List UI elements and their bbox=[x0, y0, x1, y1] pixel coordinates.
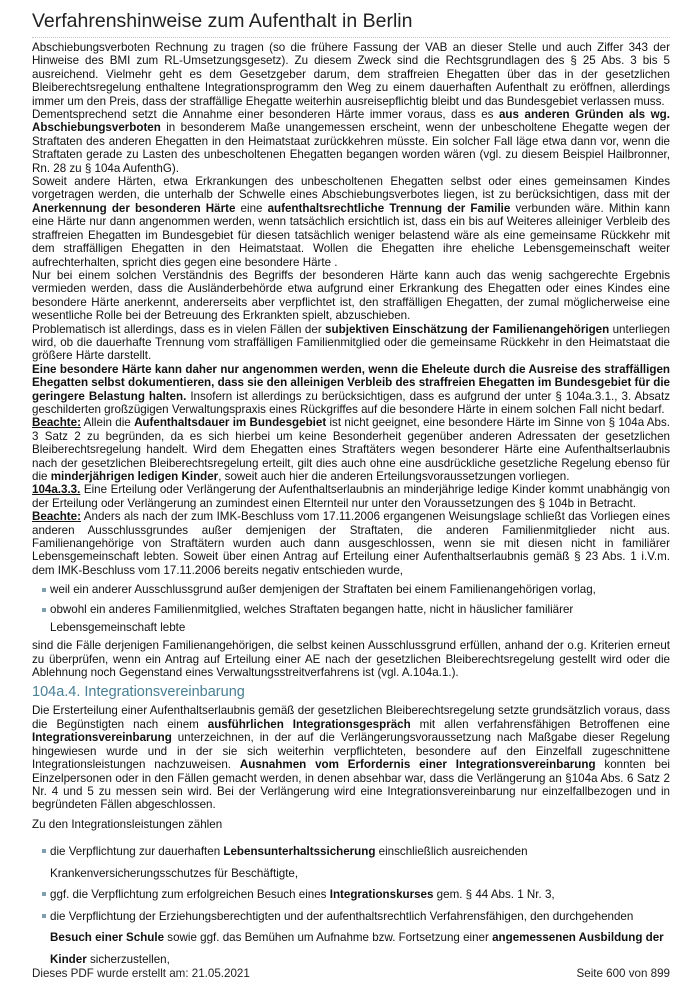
paragraph: Eine besondere Härte kann daher nur angenommen werden, wenn die Eheleute durch die Ausreise des straffälligen Ehegatten selbst dokumentieren, dass sie den alleinigen Verbleib des straffreien Ehegatten im Bundesgebiet für die geringere Belastung halten. Insofern ist allerdings zu berücksichtigen, dass es aufgrund der unter § 104a.3.1., 3. Absatz geschilderten großzügigen Verwaltungspraxis eines Rückgriffes auf die besondere Härte in einem solchen Fall nicht bedarf. bbox=[32, 362, 670, 416]
paragraph: Dementsprechend setzt die Annahme einer besonderen Härte immer voraus, dass es aus anderen Gründen als wg. Abschiebungsverboten in besonderem Maße unangemessen erscheint, wenn der unbescholtene Ehegatte wegen der Straftaten des anderen Ehegatten in den Heimatstaat zurückkehren müsste. Ein solcher Fall läge etwa dann vor, wenn die Straftaten gerade zu Lasten des unbescholtenen Ehegatten begangen worden wären (vgl. zu diesem Beispiel Hailbronner, Rn. 28 zu § 104a AufenthG). bbox=[32, 108, 670, 175]
list-item: weil ein anderer Ausschlussgrund außer demjenigen der Straftaten bei einem Familienangehörigen vorlag, bbox=[42, 580, 670, 600]
square-bullet-icon bbox=[42, 849, 46, 853]
page-number: Seite 600 von 899 bbox=[576, 967, 670, 980]
page-title: Verfahrenshinweise zum Aufenthalt in Berlin bbox=[32, 10, 413, 32]
title-divider bbox=[32, 37, 670, 38]
bullet-list bbox=[32, 580, 670, 636]
paragraph: Beachte: Allein die Aufenthaltsdauer im Bundesgebiet ist nicht geeignet, eine besondere Härte im Sinne von § 104a Abs. 3 Satz 2 zu begründen, da es sich hierbei um keine Besonderheit gegenüber anderen Adressaten der gesetzlichen Bleiberechtsregelung handelt. Wird dem Ehegatten eines Straftäters wegen besonderer Härte eine Aufenthaltserlaubnis nach der gesetzlichen Bleiberechtsregelung erteilt, gilt dies auch ohne eine ausdrückliche gesetzliche Regelung ebenso für die minderjährigen ledigen Kinder, soweit auch hier die anderen Erteilungsvoraussetzungen vorliegen. bbox=[32, 416, 670, 483]
paragraph: Beachte: Anders als nach der zum IMK-Beschluss vom 17.11.2006 ergangenen Weisungslage schließt das Vorliegen eines anderen Ausschlussgrundes außer demjenigen der Straftaten, die anderen Familienmitglieder nicht aus. Familienangehörige von Straftätern wurden auch dann ausgeschlossen, wenn sie mit diesen nicht in familiärer Lebensgemeinschaft lebten. Soweit über einen Antrag auf Erteilung einer Aufenthaltserlaubnis gemäß § 23 Abs. 1 i.V.m. dem IMK-Beschluss vom 17.11.2006 bereits negativ entschieden wurde, bbox=[32, 510, 670, 577]
paragraph: Die Ersterteilung einer Aufenthaltserlaubnis gemäß der gesetzlichen Bleiberechtsregelung setzte grundsätzlich voraus, dass die Begünstigten nach einem ausführlichen Integrationsgespräch mit allen verfahrensfähigen Betroffenen eine Integrationsvereinbarung unterzeichnen, in der auf die Verlängerungsvoraussetzung nach Maßgabe dieser Regelung hingewiesen wurde und in der sie sich weiterhin verpflichteten, besondere auf den Einzelfall zugeschnittene Integrationsleistungen nachzuweisen. Ausnahmen vom Erfordernis einer Integrationsvereinbarung konnten bei Einzelpersonen oder in den Fällen gemacht werden, in denen absehbar war, dass die Verlängerung an §104a Abs. 6 Satz 2 Nr. 4 und 5 zu messen sein wird. Bei der Verlängerung wird eine Integrationsvereinbarung nur einzelfallbezogen und in begründeten Fällen abgeschlossen. bbox=[32, 704, 670, 812]
paragraph: Abschiebungsverboten Rechnung zu tragen (so die frühere Fassung der VAB an dieser Stelle und auch Ziffer 343 der Hinweise des BMI zum RL-Umsetzungsgesetz). Zu diesem Zweck sind die Rechtsgrundlagen des § 25 Abs. 3 bis 5 ausreichend. Vielmehr geht es dem Gesetzgeber darum, dem straffreien Ehegatten über das in der gesetzlichen Bleiberechtsregelung enthaltene Integrationsprogramm den Weg zu einem dauerhaften Aufenthalt zu eröffnen, allerdings immer um den Preis, dass der straffällige Ehegatte weiterhin ausreisepflichtig bleibt und das Bundesgebiet verlassen muss. bbox=[32, 41, 670, 108]
paragraph: 104a.3.3. Eine Erteilung oder Verlängerung der Aufenthaltserlaubnis an minderjährige ledige Kinder kommt unabhängig von der Erteilung oder Verlängerung an zumindest einen Elternteil nur unter den Voraussetzungen des § 104b in Betracht. bbox=[32, 483, 670, 510]
note-label: Beachte: bbox=[32, 416, 81, 430]
section-heading: 104a.4. Integrationsvereinbarung bbox=[32, 684, 245, 701]
list-item: obwohl ein anderes Familienmitglied, welches Straftaten begangen hatte, nicht in häuslicher familiärer bbox=[42, 600, 670, 620]
list-item: die Verpflichtung der Erziehungsberechtigten und der aufenthaltsrechtlich Verfahrensfähigen, den durchgehenden Besuch einer Schule sowie ggf. das Bemühen um Aufnahme bzw. Fortsetzung einer angemessenen Ausbildung der Kinder sicherzustellen, bbox=[42, 906, 670, 971]
square-bullet-icon bbox=[42, 914, 46, 918]
note-label: Beachte: bbox=[32, 510, 81, 524]
paragraph: sind die Fälle derjenigen Familienangehörigen, die selbst keinen Ausschlussgrund erfüllen, anhand der o.g. Kriterien erneut zu überprüfen, wenn ein Antrag auf Erteilung einer AE nach der gesetzlichen Bleiberechtsregelung gestellt wird oder die Ablehnung noch Gegenstand eines Verwaltungsstreitverfahrens ist (vgl. A.104a.1.). bbox=[32, 639, 670, 680]
document-body bbox=[32, 41, 670, 973]
paragraph: Problematisch ist allerdings, dass es in vielen Fällen der subjektiven Einschätzung der Familienangehörigen unterliegen wird, ob die dauerhafte Trennung vom straffälligen Familienmitglied oder die gemeinsame Rückkehr in den Heimatstaat die größere Härte darstellt. bbox=[32, 322, 670, 363]
square-bullet-icon bbox=[42, 892, 46, 896]
paragraph: Zu den Integrationsleistungen zählen bbox=[32, 817, 223, 831]
pdf-created-date: Dieses PDF wurde erstellt am: 21.05.2021 bbox=[32, 967, 250, 980]
paragraph: Soweit andere Härten, etwa Erkrankungen des unbescholtenen Ehegatten selbst oder eines gemeinsamen Kindes vorgetragen werden, die unterhalb der Schwelle eines Abschiebungsverbotes liegen, ist zu berücksichtigen, dass mit der Anerkennung der besonderen Härte eine aufenthaltsrechtliche Trennung der Familie verbunden wäre. Mithin kann eine Härte nur dann angenommen werden, wenn tatsächlich ersichtlich ist, dass ein bis auf Weiteres alleiniger Verbleib des straffreien Ehegatten im Bundesgebiet für diesen tatsächlich weniger belastend wäre als eine gemeinsame Rückkehr mit dem straffälligen Ehegatten in den Heimatstaat. Wollen die Ehegatten ihre eheliche Lebensgemeinschaft weiter aufrechterhalten, spricht dies gegen eine besondere Härte . bbox=[32, 175, 670, 269]
section-number-label: 104a.3.3. bbox=[32, 483, 81, 497]
square-bullet-icon bbox=[42, 608, 46, 612]
square-bullet-icon bbox=[42, 588, 46, 592]
paragraph: Nur bei einem solchen Verständnis des Begriffs der besonderen Härte kann auch das wenig sachgerechte Ergebnis vermieden werden, dass die Ausländerbehörde etwa aufgrund einer Erkrankung des Ehegatten oder eines Kindes eine besondere Härte anerkennt, andererseits aber verpflichtet ist, den straffälligen Ehegatten, der zumal möglicherweise eine wesentliche Rolle bei der Betreuung des Erkrankten spielt, abzuschieben. bbox=[32, 268, 670, 323]
bullet-list bbox=[32, 841, 670, 970]
list-item-continuation: Lebensgemeinschaft lebte bbox=[50, 621, 186, 635]
list-item: die Verpflichtung zur dauerhaften Lebensunterhaltssicherung einschließlich ausreichenden Krankenversicherungsschutzes für Beschäftigte, bbox=[42, 841, 670, 884]
list-item: ggf. die Verpflichtung zum erfolgreichen Besuch eines Integrationskurses gem. § 44 Abs. 1 Nr. 3, bbox=[42, 884, 670, 906]
